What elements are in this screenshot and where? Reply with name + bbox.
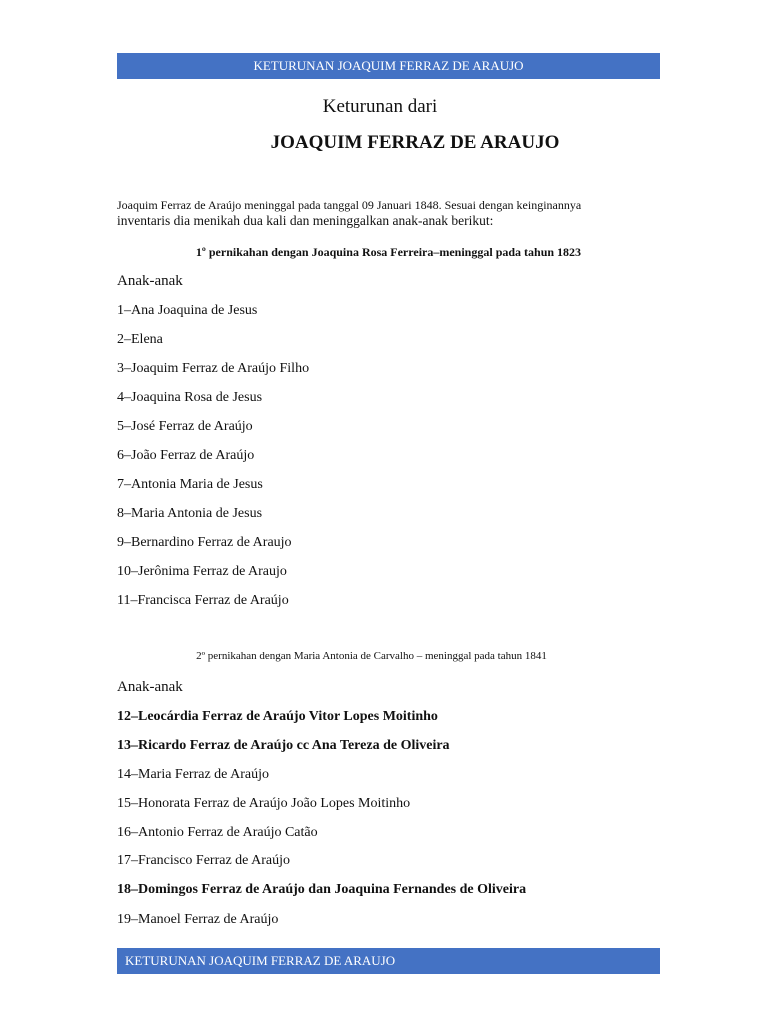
child-item: 1–Ana Joaquina de Jesus: [117, 303, 258, 318]
child-item: 2–Elena: [117, 332, 163, 347]
child-item: 17–Francisco Ferraz de Araújo: [117, 853, 290, 868]
header-banner: KETURUNAN JOAQUIM FERRAZ DE ARAUJO: [117, 53, 660, 79]
child-item: 3–Joaquim Ferraz de Araújo Filho: [117, 361, 310, 376]
intro-line-2: inventaris dia menikah dua kali dan meninggalkan anak-anak berikut:: [117, 213, 494, 228]
page-title: JOAQUIM FERRAZ DE ARAUJO: [270, 132, 560, 153]
child-item: 8–Maria Antonia de Jesus: [117, 506, 263, 521]
marriage-2-heading: 2º pernikahan dengan Maria Antonia de Carvalho – meninggal pada tahun 1841: [196, 650, 547, 662]
child-item: 11–Francisca Ferraz de Araújo: [117, 593, 289, 608]
marriage-2-children-label: Anak-anak: [117, 679, 183, 695]
marriage-1-children-label: Anak-anak: [117, 273, 183, 289]
child-item: 10–Jerônima Ferraz de Araujo: [117, 564, 287, 579]
child-item: 5–José Ferraz de Araújo: [117, 419, 253, 434]
child-item: 18–Domingos Ferraz de Araújo dan Joaquina Fernandes de Oliveira: [117, 882, 527, 897]
intro-line-1: Joaquim Ferraz de Araújo meninggal pada tanggal 09 Januari 1848. Sesuai dengan keinginannya: [117, 198, 582, 212]
child-item: 14–Maria Ferraz de Araújo: [117, 767, 269, 782]
page-subtitle: Keturunan dari: [322, 96, 438, 117]
child-item: 15–Honorata Ferraz de Araújo João Lopes Moitinho: [117, 796, 411, 811]
intro-paragraph: [117, 197, 637, 229]
marriage-1-heading: 1º pernikahan dengan Joaquina Rosa Ferreira–meninggal pada tahun 1823: [195, 245, 582, 259]
child-item: 6–João Ferraz de Araújo: [117, 448, 255, 463]
child-item: 13–Ricardo Ferraz de Araújo cc Ana Tereza de Oliveira: [117, 738, 450, 753]
child-item: 9–Bernardino Ferraz de Araujo: [117, 535, 292, 550]
footer-banner: KETURUNAN JOAQUIM FERRAZ DE ARAUJO: [117, 948, 660, 974]
child-item: 4–Joaquina Rosa de Jesus: [117, 390, 263, 405]
child-item: 16–Antonio Ferraz de Araújo Catão: [117, 825, 318, 840]
child-item: 19–Manoel Ferraz de Araújo: [117, 912, 279, 927]
child-item: 7–Antonia Maria de Jesus: [117, 477, 263, 492]
child-item: 12–Leocárdia Ferraz de Araújo Vitor Lopes Moitinho: [117, 709, 438, 724]
